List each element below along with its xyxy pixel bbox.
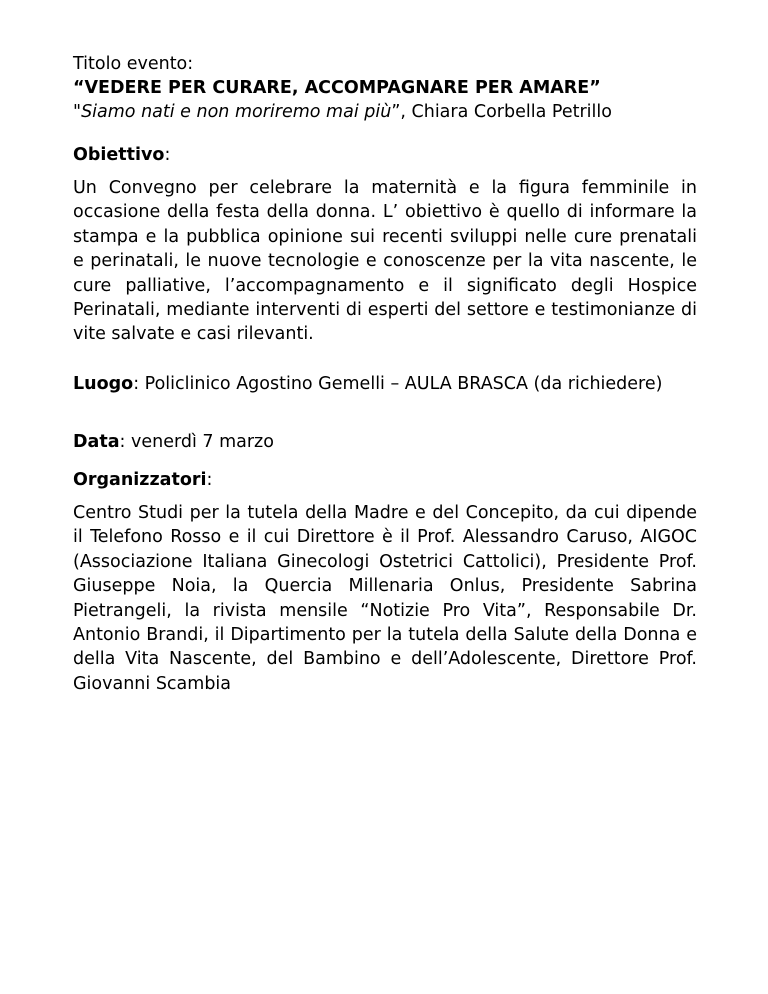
obiettivo-text: Un Convegno per celebrare la maternità e la figura femminile in occasione della festa della donna. L’ obiettivo è quello di informare la stampa e la pubblica opinione sui recenti sviluppi nelle cure prenatali e perinatali, le nuove tecnologie e conoscenze per la vita nascente, le cure palliative, l’accompagnamento e il significato degli Hospice Perinatali, mediante interventi di esperti del settore e testimonianze di vite salvate e casi rilevanti.	[73, 178, 697, 345]
organizzatori-heading: Organizzatori	[73, 470, 207, 490]
data-heading: Data	[73, 432, 120, 452]
organizzatori-text: Centro Studi per la tutela della Madre e del Concepito, da cui dipende il Telefono Rosso e il cui Direttore è il Prof. Alessandro Caruso, AIGOC (Associazione Italiana Ginecologi Ostetrici Cattolici), Presidente Prof. Giuseppe Noia, la Quercia Millenaria Onlus, Presidente Sabrina Pietrangeli, la rivista mensile “Notizie Pro Vita”, Responsabile Dr. Antonio Brandi, il Dipartimento per la tutela della Salute della Donna e della Vita Nascente, del Bambino e dell’Adolescente, Direttore Prof. Giovanni Scambia	[73, 503, 697, 694]
event-title-label: Titolo evento:	[73, 54, 194, 74]
organizzatori-colon: :	[206, 470, 213, 490]
organizzatori-heading-line	[73, 468, 212, 492]
obiettivo-heading-line	[73, 143, 170, 167]
luogo-text: : Policlinico Agostino Gemelli – AULA BRASCA (da richiedere)	[133, 374, 663, 394]
quote-attribution: ”, Chiara Corbella Petrillo	[391, 102, 612, 122]
quote-open: "	[73, 102, 82, 122]
obiettivo-heading: Obiettivo	[73, 145, 165, 165]
data-line	[73, 430, 274, 454]
data-text: : venerdì 7 marzo	[119, 432, 274, 452]
event-quote	[73, 100, 612, 124]
event-title: “VEDERE PER CURARE, ACCOMPAGNARE PER AMARE”	[73, 78, 601, 98]
luogo-line	[73, 372, 662, 396]
quote-text: Siamo nati e non moriremo mai più	[81, 102, 392, 122]
luogo-heading: Luogo	[73, 374, 134, 394]
obiettivo-colon: :	[164, 145, 171, 165]
